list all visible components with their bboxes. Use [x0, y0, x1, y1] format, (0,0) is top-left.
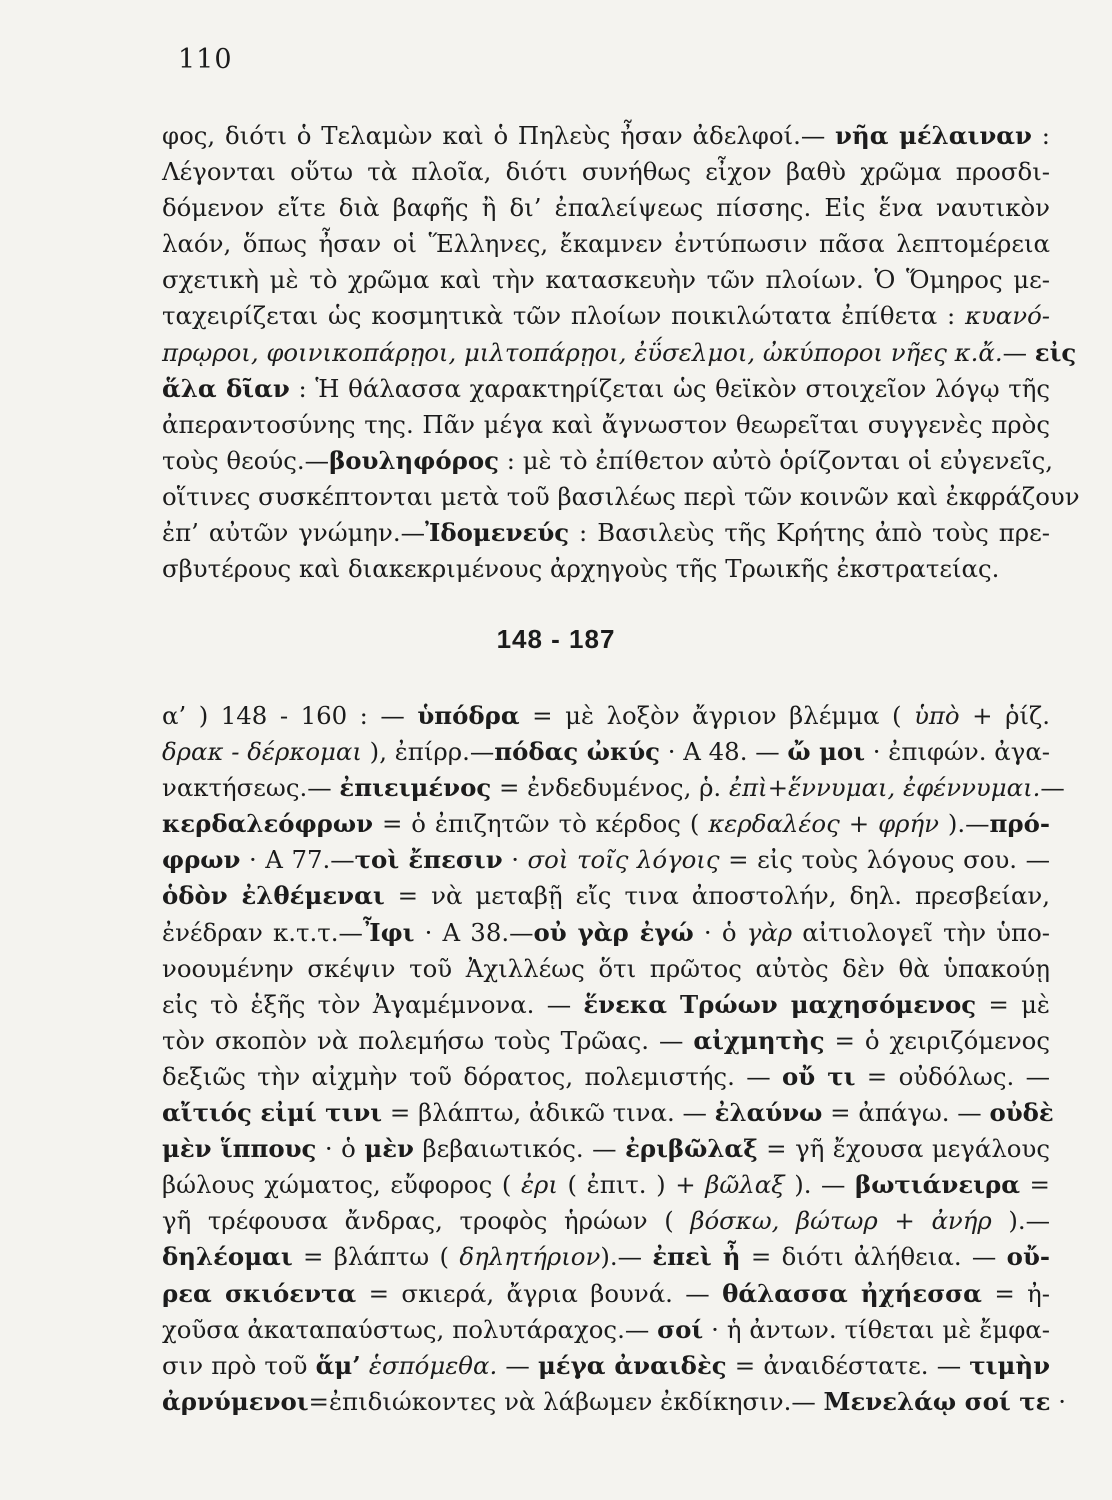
lemma-term: πόδας ὠκύς: [494, 737, 661, 767]
lemma-term: θάλασσα ἠχήεσσα: [722, 1278, 982, 1308]
lemma-term: βωτιάνειρα: [855, 1170, 1020, 1200]
text-line: [162, 1348, 1050, 1384]
text-line: [162, 734, 1050, 770]
text-segment: = ἐνδεδυμένος, ῥ.: [491, 773, 729, 803]
italic-term: ὑπὸ: [914, 701, 960, 730]
text-line: [162, 1384, 1066, 1420]
text-segment: : μὲ τὸ ἐπίθετον αὐτὸ ὁρίζονται οἱ εὐγενεῖς,: [498, 445, 1054, 475]
text-segment: = διότι ἀλήθεια. —: [740, 1242, 1007, 1272]
lemma-term: μὲν: [364, 1134, 414, 1164]
italic-term: κυανό-: [964, 301, 1050, 331]
lemma-term: οὔ-: [1006, 1242, 1050, 1272]
italic-term: πρῳροι, φοινικοπάρῃοι, μιλτοπάρῃοι, ἐΰσελμοι, ὠκύποροι νῆες κ.ἄ.: [162, 337, 1003, 367]
lemma-term: δηλέομαι: [162, 1242, 293, 1272]
text-segment: α’ ) 148 - 160 : —: [162, 701, 418, 730]
text-segment: ). —: [784, 1170, 856, 1200]
italic-term: ἐρι: [520, 1170, 558, 1200]
lemma-term: ἕνεκα Τρώων μαχησόμενος: [583, 989, 977, 1019]
text-segment: ἐπ’ αὐτῶν γνώμην.—: [162, 518, 426, 548]
lemma-term: τιμὴν: [969, 1350, 1050, 1380]
text-line: [162, 262, 1050, 298]
text-segment: = σκιερά, ἄγρια βουνά. —: [356, 1278, 723, 1308]
text-segment: [361, 1351, 369, 1380]
italic-term: κερδαλέος + φρήν: [708, 809, 939, 839]
text-segment: τὸν σκοπὸν νὰ πολεμήσω τοὺς Τρῶας. —: [162, 1025, 694, 1055]
text-segment: = βλάπτω, ἀδικῶ τινα. —: [382, 1098, 715, 1128]
lemma-term: ἐλαύνω: [714, 1098, 823, 1128]
text-segment: : Βασιλεὺς τῆς Κρήτης ἀπὸ τοὺς πρε-: [569, 518, 1050, 548]
text-segment: ἀπεραντοσύνης της. Πᾶν μέγα καὶ ἄγνωστον θεωρεῖται συγγενὲς πρὸς: [162, 409, 1050, 439]
lemma-term: ὁδὸν ἐλθέμεναι: [162, 881, 385, 911]
text-segment: =: [1019, 1170, 1050, 1200]
lemma-term: αἴτιός εἰμί τινι: [162, 1098, 383, 1128]
text-line: [162, 1095, 1054, 1131]
text-line: [162, 1276, 1050, 1312]
text-segment: δεξιῶς τὴν αἰχμὴν τοῦ δόρατος, πολεμιστής. —: [162, 1061, 782, 1091]
lemma-term: εἰς: [1034, 337, 1077, 367]
text-segment: = μὲ: [976, 989, 1051, 1019]
text-segment: · ὁ: [693, 917, 747, 947]
text-segment: :: [1031, 121, 1050, 150]
lemma-term: οὐ γὰρ ἐγώ: [533, 917, 694, 947]
page-number: 110: [178, 44, 233, 75]
italic-term: δηλητήριον: [459, 1242, 601, 1272]
lemma-term: μὲν ἵππους: [162, 1134, 317, 1164]
text-segment: —: [1002, 337, 1035, 367]
italic-term: σοὶ τοῖς λόγοις: [527, 845, 720, 875]
text-segment: = βλάπτω (: [292, 1242, 460, 1272]
text-segment: οἵτινες συσκέπτονται μετὰ τοῦ βασιλέως περὶ τῶν κοινῶν καὶ ἐκφράζουν: [162, 481, 1080, 511]
text-segment: χοῦσα ἀκαταπαύστως, πολυτάραχος.—: [162, 1314, 658, 1344]
text-line: [162, 190, 1050, 226]
text-line: [162, 154, 1050, 190]
lemma-term: βουληφόρος: [329, 445, 499, 475]
lemma-term: Μενελάῳ σοί τε: [823, 1386, 1051, 1416]
text-segment: —: [497, 1350, 538, 1380]
text-segment: ·: [502, 845, 528, 875]
text-segment: = ἀναιδέστατε. —: [726, 1350, 970, 1380]
text-line: [162, 770, 1065, 806]
text-segment: νοουμένην σκέψιν τοῦ Ἀχιλλέως ὅτι πρῶτος αὐτὸς δὲν θὰ ὑπακούῃ: [162, 953, 1050, 983]
text-segment: ).—: [600, 1242, 653, 1272]
italic-term: βῶλαξ: [705, 1170, 785, 1200]
text-segment: · ὁ: [316, 1134, 365, 1164]
text-segment: = ὁ χειριζόμενος: [824, 1025, 1050, 1055]
lemma-term: ἐπεὶ ἦ: [652, 1242, 741, 1272]
lemma-term: πρό-: [989, 809, 1050, 839]
text-line: [162, 371, 1050, 407]
italic-term: δρακ - δέρκομαι: [162, 737, 362, 767]
text-segment: ·: [1050, 1386, 1066, 1416]
commentary-block-1: [162, 118, 1080, 587]
lemma-term: φρων: [162, 845, 241, 875]
lemma-term: οὔ τι: [781, 1061, 856, 1091]
text-segment: ( ἐπιτ. ) +: [557, 1170, 706, 1200]
text-segment: σβυτέρους καὶ διακεκριμένους ἀρχηγοὺς τῆς Τρωικῆς ἐκστρατείας.: [162, 554, 1000, 584]
text-line: [162, 951, 1050, 987]
text-line: [162, 335, 1077, 371]
text-segment: = ἠ-: [981, 1278, 1050, 1308]
lemma-term: ἐριβῶλαξ: [625, 1134, 758, 1164]
text-line: [162, 1167, 1050, 1203]
text-line: [162, 987, 1050, 1023]
section-heading: 148 - 187: [496, 624, 616, 654]
lemma-term: Ἰδομενεύς: [425, 518, 570, 548]
text-segment: = εἰς τοὺς λόγους σου. —: [719, 845, 1050, 875]
text-segment: · ἡ ἀντων. τίθεται μὲ ἔμφα-: [703, 1314, 1050, 1344]
text-segment: · Α 48. —: [660, 737, 788, 767]
text-line: [162, 1131, 1050, 1167]
italic-term: ἐπὶ+ἕννυμαι, ἐφέννυμαι.: [728, 773, 1041, 803]
italic-term: γὰρ: [746, 917, 793, 947]
text-segment: ταχειρίζεται ὡς κοσμητικὰ τῶν πλοίων ποικιλώτατα ἐπίθετα :: [162, 301, 965, 331]
text-segment: δόμενον εἴτε διὰ βαφῆς ἢ δι’ ἐπαλείψεως πίσσης. Εἰς ἕνα ναυτικὸν: [162, 193, 1050, 223]
text-segment: · ἐπιφών. ἀγα-: [865, 737, 1051, 767]
lemma-term: τοὶ ἔπεσιν: [354, 845, 503, 875]
text-line: [162, 1203, 1050, 1239]
italic-term: ἑσπόμεθα.: [368, 1350, 498, 1380]
text-line: [162, 407, 1050, 443]
lemma-term: ἀρνύμενοι: [162, 1386, 309, 1416]
text-segment: + ῥίζ.: [959, 701, 1050, 730]
text-segment: φος, διότι ὁ Τελαμὼν καὶ ὁ Πηλεὺς ἦσαν ἀδελφοί.—: [162, 121, 836, 150]
text-line: [162, 1023, 1050, 1059]
text-segment: νακτήσεως.—: [162, 773, 340, 803]
lemma-term: ὑπόδρα: [417, 701, 520, 730]
text-segment: = γῆ ἔχουσα μεγάλους: [757, 1134, 1050, 1164]
text-segment: = ὁ ἐπιζητῶν τὸ κέρδος (: [373, 809, 709, 839]
text-segment: = οὐδόλως. —: [855, 1061, 1050, 1091]
text-segment: εἰς τὸ ἑξῆς τὸν Ἀγαμέμνονα. —: [162, 989, 584, 1019]
lemma-term: μέγα ἀναιδὲς: [537, 1350, 727, 1380]
text-segment: βώλους χώματος, εὔφορος (: [162, 1170, 521, 1200]
text-segment: = νὰ μεταβῇ εἴς τινα ἀποστολήν, δηλ. πρεσβείαν,: [384, 881, 1050, 911]
lemma-term: Ἶφι: [362, 917, 415, 947]
text-line: [162, 226, 1050, 262]
text-segment: γῆ τρέφουσα ἄνδρας, τροφὸς ἡρώων (: [162, 1206, 691, 1236]
text-segment: · Α 77.—: [240, 845, 355, 875]
text-line: [162, 1312, 1050, 1348]
text-line: [162, 479, 1080, 515]
text-line: [162, 698, 1050, 734]
text-segment: ), ἐπίρρ.—: [361, 737, 495, 767]
italic-term: βόσκω, βώτωρ + ἀνήρ: [690, 1206, 992, 1236]
text-line: [162, 915, 1050, 951]
text-segment: τοὺς θεούς.—: [162, 445, 330, 475]
lemma-term: ἅλα δῖαν: [162, 373, 290, 403]
text-segment: Λέγονται οὕτω τὰ πλοῖα, διότι συνήθως εἶχον βαθὺ χρῶμα προσδι-: [162, 157, 1050, 187]
text-segment: · Α 38.—: [414, 917, 534, 947]
text-line: [162, 878, 1050, 914]
lemma-term: κερδαλεόφρων: [162, 809, 374, 839]
text-line: [162, 1059, 1050, 1095]
lemma-term: ὤ μοι: [787, 737, 866, 767]
text-line: [162, 118, 1050, 154]
lemma-term: σοί: [657, 1314, 704, 1344]
text-segment: ).—: [938, 809, 990, 839]
lemma-term: ἅμ’: [315, 1350, 361, 1380]
text-line: [162, 806, 1050, 842]
lemma-term: νῆα μέλαιναν: [835, 121, 1032, 150]
text-line: [162, 551, 1050, 587]
lemma-term: οὐδὲ: [989, 1098, 1054, 1128]
text-segment: ).—: [991, 1206, 1051, 1236]
text-segment: ἐνέδραν κ.τ.τ.—: [162, 917, 363, 947]
text-line: [162, 443, 1054, 479]
text-segment: —: [1040, 773, 1065, 803]
text-line: [162, 515, 1050, 551]
text-segment: : Ἡ θάλασσα χαρακτηρίζεται ὡς θεϊκὸν στοιχεῖον λόγῳ τῆς: [289, 373, 1050, 403]
text-line: [162, 298, 1050, 334]
text-segment: αἰτιολογεῖ τὴν ὑπο-: [792, 917, 1051, 947]
text-segment: = μὲ λοξὸν ἄγριον βλέμμα (: [519, 701, 915, 730]
text-segment: λαόν, ὅπως ἦσαν οἱ Ἕλληνες, ἔκαμνεν ἐντύπωσιν πᾶσα λεπτομέρεια: [162, 229, 1050, 259]
lemma-term: ἐπιειμένος: [339, 773, 492, 803]
lemma-term: ρεα σκιόεντα: [162, 1278, 357, 1308]
text-line: [162, 842, 1050, 878]
commentary-block-2: [162, 698, 1066, 1420]
text-segment: =ἐπιδιώκοντες νὰ λάβωμεν ἐκδίκησιν.—: [308, 1386, 824, 1416]
text-segment: σιν πρὸ τοῦ: [162, 1350, 316, 1380]
text-segment: βεβαιωτικός. —: [413, 1134, 626, 1164]
lemma-term: αἰχμητὴς: [693, 1025, 825, 1055]
text-segment: σχετικὴ μὲ τὸ χρῶμα καὶ τὴν κατασκευὴν τῶν πλοίων. Ὁ Ὅμηρος με-: [162, 265, 1050, 295]
text-segment: = ἀπάγω. —: [822, 1098, 990, 1128]
text-line: [162, 1239, 1050, 1275]
